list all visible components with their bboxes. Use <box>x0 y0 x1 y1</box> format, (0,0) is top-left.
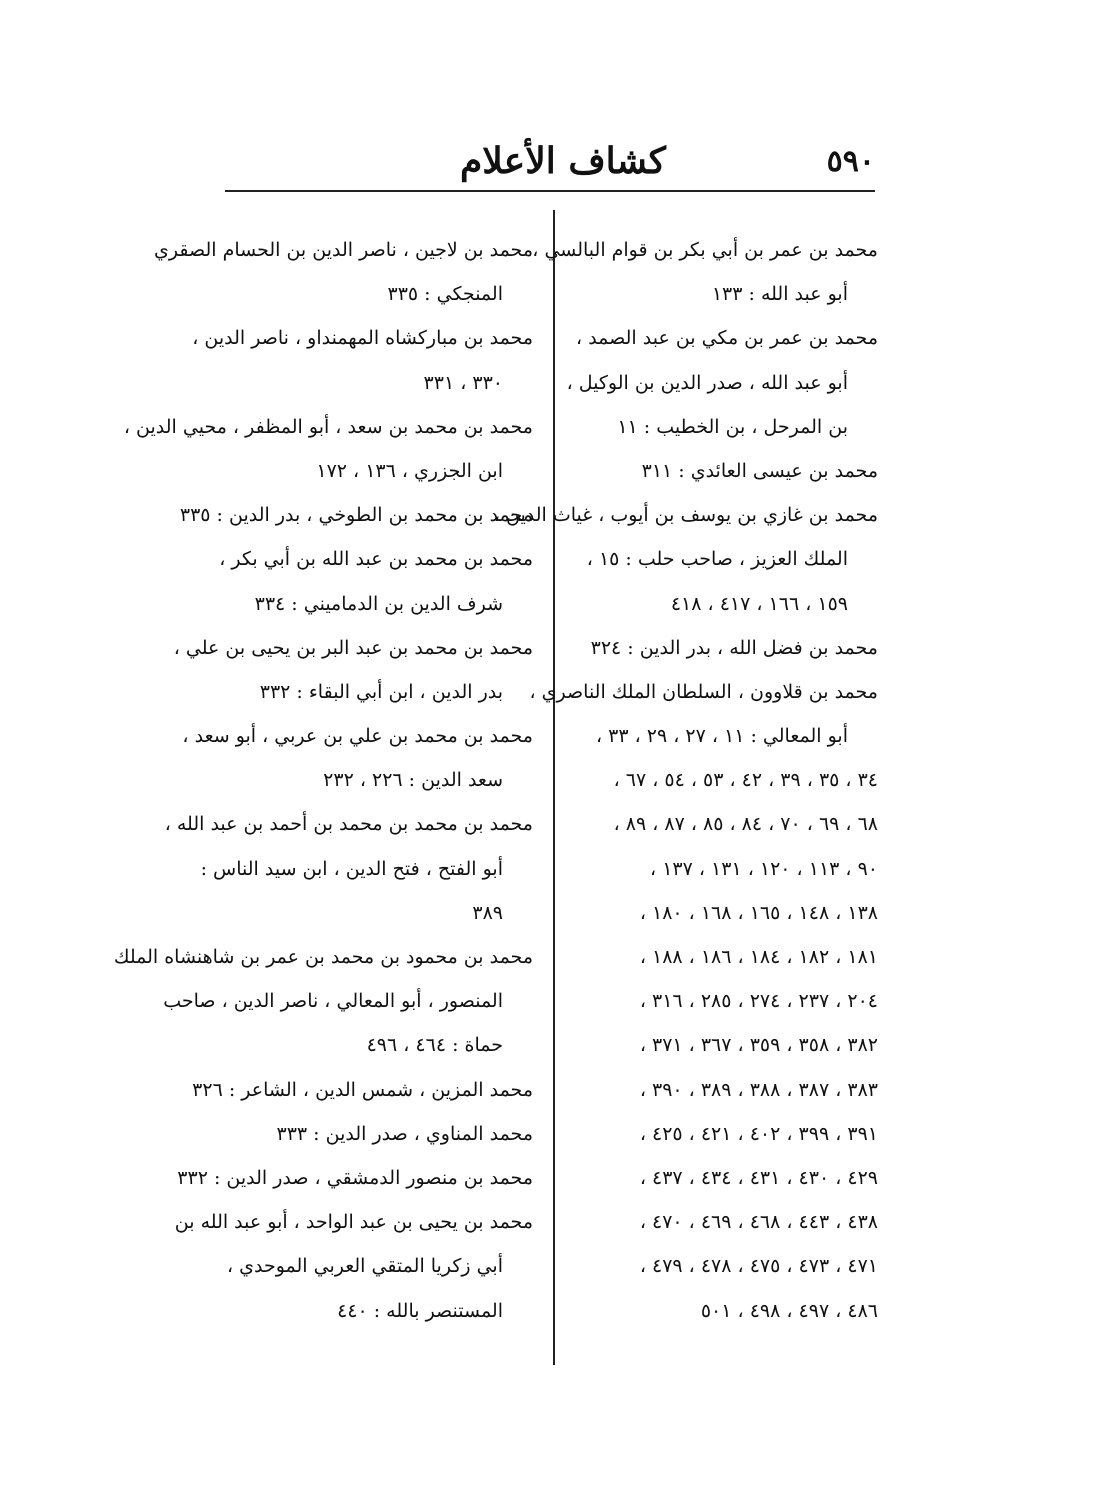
index-line: محمد بن غازي بن يوسف بن أيوب ، غياث الدين ، <box>493 504 878 527</box>
index-line: ١٥٩ ، ١٦٦ ، ٤١٧ ، ٤١٨ <box>670 592 848 615</box>
index-line: محمد بن محمود بن محمد بن عمر بن شاهنشاه الملك <box>113 946 533 968</box>
index-line: محمد بن محمد بن سعد ، أبو المظفر ، محيي الدين ، <box>123 415 533 438</box>
index-line: ٣٤ ، ٣٥ ، ٣٩ ، ٤٢ ، ٥٣ ، ٥٤ ، ٦٧ ، <box>613 769 878 792</box>
index-line: ٤٨٦ ، ٤٩٧ ، ٤٩٨ ، ٥٠١ <box>700 1299 878 1322</box>
index-line: محمد المناوي ، صدر الدين : ٣٣٣ <box>276 1122 533 1145</box>
index-line: أبو عبد الله : ١٣٣ <box>711 283 848 306</box>
index-line: أبو المعالي : ١١ ، ٢٧ ، ٢٩ ، ٣٣ ، <box>595 725 848 748</box>
index-line: بدر الدين ، ابن أبي البقاء : ٣٣٢ <box>259 680 503 703</box>
index-line: محمد بن محمد بن علي بن عربي ، أبو سعد ، <box>182 725 533 748</box>
index-line: حماة : ٤٦٤ ، ٤٩٦ <box>366 1034 503 1057</box>
index-line: شرف الدين بن الدماميني : ٣٣٤ <box>254 592 503 615</box>
index-line: ٣٨٢ ، ٣٥٨ ، ٣٥٩ ، ٣٦٧ ، ٣٧١ ، <box>639 1034 878 1057</box>
index-line: محمد بن محمد بن عبد الله بن أبي بكر ، <box>219 548 533 571</box>
index-line: محمد بن عمر بن مكي بن عبد الصمد ، <box>576 327 878 350</box>
page-header <box>225 140 875 190</box>
index-line: محمد بن عيسى العائدي : ٣١١ <box>641 459 878 482</box>
index-line: الملك العزيز ، صاحب حلب : ١٥ ، <box>586 548 848 571</box>
index-line: محمد المزين ، شمس الدين ، الشاعر : ٣٢٦ <box>192 1078 533 1101</box>
index-line: محمد بن محمد بن الطوخي ، بدر الدين : ٣٣٥ <box>179 504 533 527</box>
page-title: كشاف الأعلام <box>460 140 666 182</box>
index-line: محمد بن محمد بن محمد بن أحمد بن عبد الله ، <box>164 813 533 836</box>
index-line: أبو عبد الله ، صدر الدين بن الوكيل ، <box>566 371 848 394</box>
index-line: محمد بن فضل الله ، بدر الدين : ٣٢٤ <box>590 636 878 659</box>
index-line: ٦٨ ، ٦٩ ، ٧٠ ، ٨٤ ، ٨٥ ، ٨٧ ، ٨٩ ، <box>613 813 878 836</box>
index-line: ٣٣٠ ، ٣٣١ <box>423 371 503 394</box>
index-column-right <box>493 228 878 1333</box>
index-line: ٤٢٩ ، ٤٣٠ ، ٤٣١ ، ٤٣٤ ، ٤٣٧ ، <box>639 1166 878 1189</box>
column-divider <box>553 210 555 1365</box>
index-line: ٣٨٣ ، ٣٨٧ ، ٣٨٨ ، ٣٨٩ ، ٣٩٠ ، <box>639 1078 878 1101</box>
header-rule <box>225 190 875 192</box>
index-line: ٣٩١ ، ٣٩٩ ، ٤٠٢ ، ٤٢١ ، ٤٢٥ ، <box>639 1122 878 1145</box>
index-line: المنجكي : ٣٣٥ <box>387 283 503 306</box>
page-number: ٥٩٠ <box>826 144 875 179</box>
index-line: أبي زكريا المتقي العربي الموحدي ، <box>226 1255 503 1278</box>
index-line: المستنصر بالله : ٤٤٠ <box>337 1299 503 1322</box>
index-line: محمد بن مباركشاه المهمنداو ، ناصر الدين ، <box>192 327 533 350</box>
index-line: ٤٧١ ، ٤٧٣ ، ٤٧٥ ، ٤٧٨ ، ٤٧٩ ، <box>639 1255 878 1278</box>
index-line: محمد بن قلاوون ، السلطان الملك الناصري ، <box>529 680 878 703</box>
index-line: أبو الفتح ، فتح الدين ، ابن سيد الناس : <box>200 857 503 880</box>
index-line: سعد الدين : ٢٢٦ ، ٢٣٢ <box>323 769 503 792</box>
index-line: ٩٠ ، ١١٣ ، ١٢٠ ، ١٣١ ، ١٣٧ ، <box>650 857 878 880</box>
index-line: محمد بن محمد بن عبد البر بن يحيى بن علي ، <box>173 636 533 659</box>
index-line: المنصور ، أبو المعالي ، ناصر الدين ، صاحب <box>163 990 503 1013</box>
index-line: ابن الجزري ، ١٣٦ ، ١٧٢ <box>316 459 503 482</box>
index-line: محمد بن منصور الدمشقي ، صدر الدين : ٣٣٢ <box>177 1166 533 1189</box>
index-column-left <box>113 228 533 1333</box>
index-line: محمد بن يحيى بن عبد الواحد ، أبو عبد الله بن <box>174 1211 533 1234</box>
index-line: ١٣٨ ، ١٤٨ ، ١٦٥ ، ١٦٨ ، ١٨٠ ، <box>639 901 878 924</box>
index-line: ٢٠٤ ، ٢٣٧ ، ٢٧٤ ، ٢٨٥ ، ٣١٦ ، <box>639 990 878 1013</box>
index-line: ٣٨٩ <box>472 901 503 924</box>
index-line: ٤٣٨ ، ٤٤٣ ، ٤٦٨ ، ٤٦٩ ، ٤٧٠ ، <box>639 1211 878 1234</box>
index-line: ١٨١ ، ١٨٢ ، ١٨٤ ، ١٨٦ ، ١٨٨ ، <box>639 946 878 968</box>
index-line: بن المرحل ، بن الخطيب : ١١ <box>617 415 848 438</box>
index-line: محمد بن عمر بن أبي بكر بن قوام البالسي ، <box>532 239 878 261</box>
index-line: محمد بن لاجين ، ناصر الدين بن الحسام الصقري <box>154 239 533 261</box>
